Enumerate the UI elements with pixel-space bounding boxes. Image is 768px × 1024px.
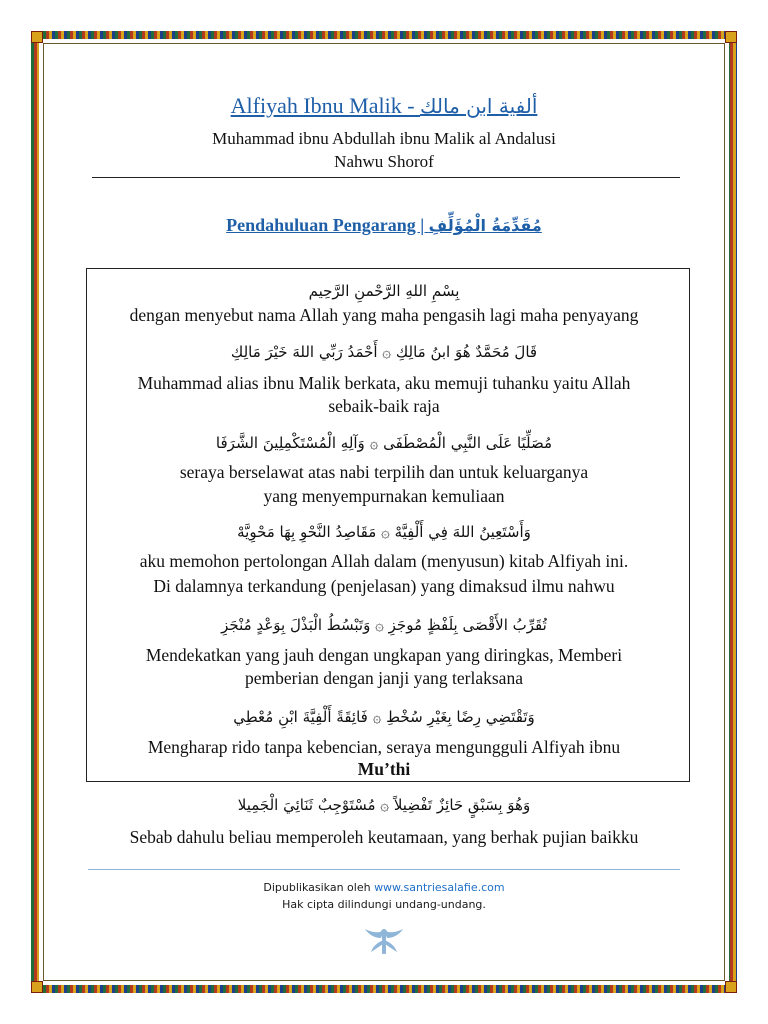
footer-divider xyxy=(88,869,680,870)
border-corner xyxy=(725,31,737,43)
verse-translation: aku memohon pertolongan Allah dalam (menyusun) kitab Alfiyah ini. xyxy=(139,551,629,571)
border-corner xyxy=(31,31,43,43)
verse-translation: Muhammad alias ibnu Malik berkata, aku memuji tuhanku yaitu Allah xyxy=(137,373,631,393)
verse-translation: yang menyempurnakan kemuliaan xyxy=(263,486,505,506)
border-corner xyxy=(725,981,737,993)
section-heading-latin: Pendahuluan Pengarang | xyxy=(226,215,429,235)
page-title-arabic: ألفية ابن مالك xyxy=(420,94,538,118)
verse-translation: seraya berselawat atas nabi terpilih dan untuk keluarganya xyxy=(179,462,589,482)
verse-translation: dengan menyebut nama Allah yang maha pengasih lagi maha penyayang xyxy=(129,305,639,325)
page-title-latin: Alfiyah Ibnu Malik - xyxy=(230,93,421,118)
verse-translation: Mendekatkan yang jauh dengan ungkapan yang diringkas, Memberi xyxy=(145,645,623,665)
header-divider xyxy=(92,177,680,178)
verse-arabic: وَهُوَ بِسَبْقٍ حَائِزٌ تَفْضِيلاً ۞ مُسْتَوْجِبٌ ثَنَائِيَ الْجَمِيلا xyxy=(237,796,531,814)
page-title xyxy=(0,93,768,119)
verse-arabic: تُقَرِّبُ الأَقْصَى بِلَفْظٍ مُوجَزِ ۞ وَتَبْسُطُ الْبَذْلَ بِوَعْدٍ مُنْجَزِ xyxy=(221,616,547,634)
border-corner xyxy=(31,981,43,993)
floral-ornament-icon xyxy=(361,926,407,958)
verse-arabic: قَالَ مُحَمَّدٌ هُوَ ابنُ مَالِكِ ۞ أَحْمَدُ رَبِّي اللهَ خَيْرَ مَالِكِ xyxy=(230,343,538,361)
verse-arabic: وَتَقْتَضِي رِضًا بِغَيْرِ سُخْطِ ۞ فَائِقَةً أَلْفِيَّةَ ابْنِ مُعْطِي xyxy=(233,708,535,726)
verse-arabic: وَأَسْتَعِينُ اللهَ فِي أَلْفِيَّهْ ۞ مَقَاصِدُ النَّحْوِ بِهَا مَحْوِيَّهْ xyxy=(237,523,531,541)
section-heading-arabic: مُقَدِّمَةُ الْمُؤَلِّفِ xyxy=(428,216,542,235)
verse-translation: pemberian dengan janji yang terlaksana xyxy=(245,668,523,688)
subject-line: Nahwu Shorof xyxy=(334,152,434,171)
verse-translation-bold: Mu’thi xyxy=(357,759,411,779)
author-line: Muhammad ibnu Abdullah ibnu Malik al Andalusi xyxy=(212,129,556,148)
verse-translation: Di dalamnya terkandung (penjelasan) yang dimaksud ilmu nahwu xyxy=(153,576,615,596)
verse-translation: Sebab dahulu beliau memperoleh keutamaan, yang berhak pujian baikku xyxy=(129,827,639,847)
verse-arabic: مُصَلِّيًا عَلَى النَّبِي الْمُصْطَفَى ۞ وَآلِهِ الْمُسْتَكْمِلِينَ الشَّرَفَا xyxy=(215,434,553,452)
section-heading xyxy=(0,215,768,236)
verse-arabic: بِسْمِ اللهِ الرَّحْمنِ الرَّحِيم xyxy=(308,282,460,300)
verse-translation: sebaik-baik raja xyxy=(328,396,440,416)
publisher-line xyxy=(0,881,768,894)
verse-translation: Mengharap rido tanpa kebencian, seraya mengungguli Alfiyah ibnu xyxy=(147,737,621,757)
website-link[interactable]: www.santriesalafie.com xyxy=(374,881,505,894)
copyright-notice: Hak cipta dilindungi undang-undang. xyxy=(282,898,486,911)
publisher-label: Dipublikasikan oleh xyxy=(263,881,375,894)
